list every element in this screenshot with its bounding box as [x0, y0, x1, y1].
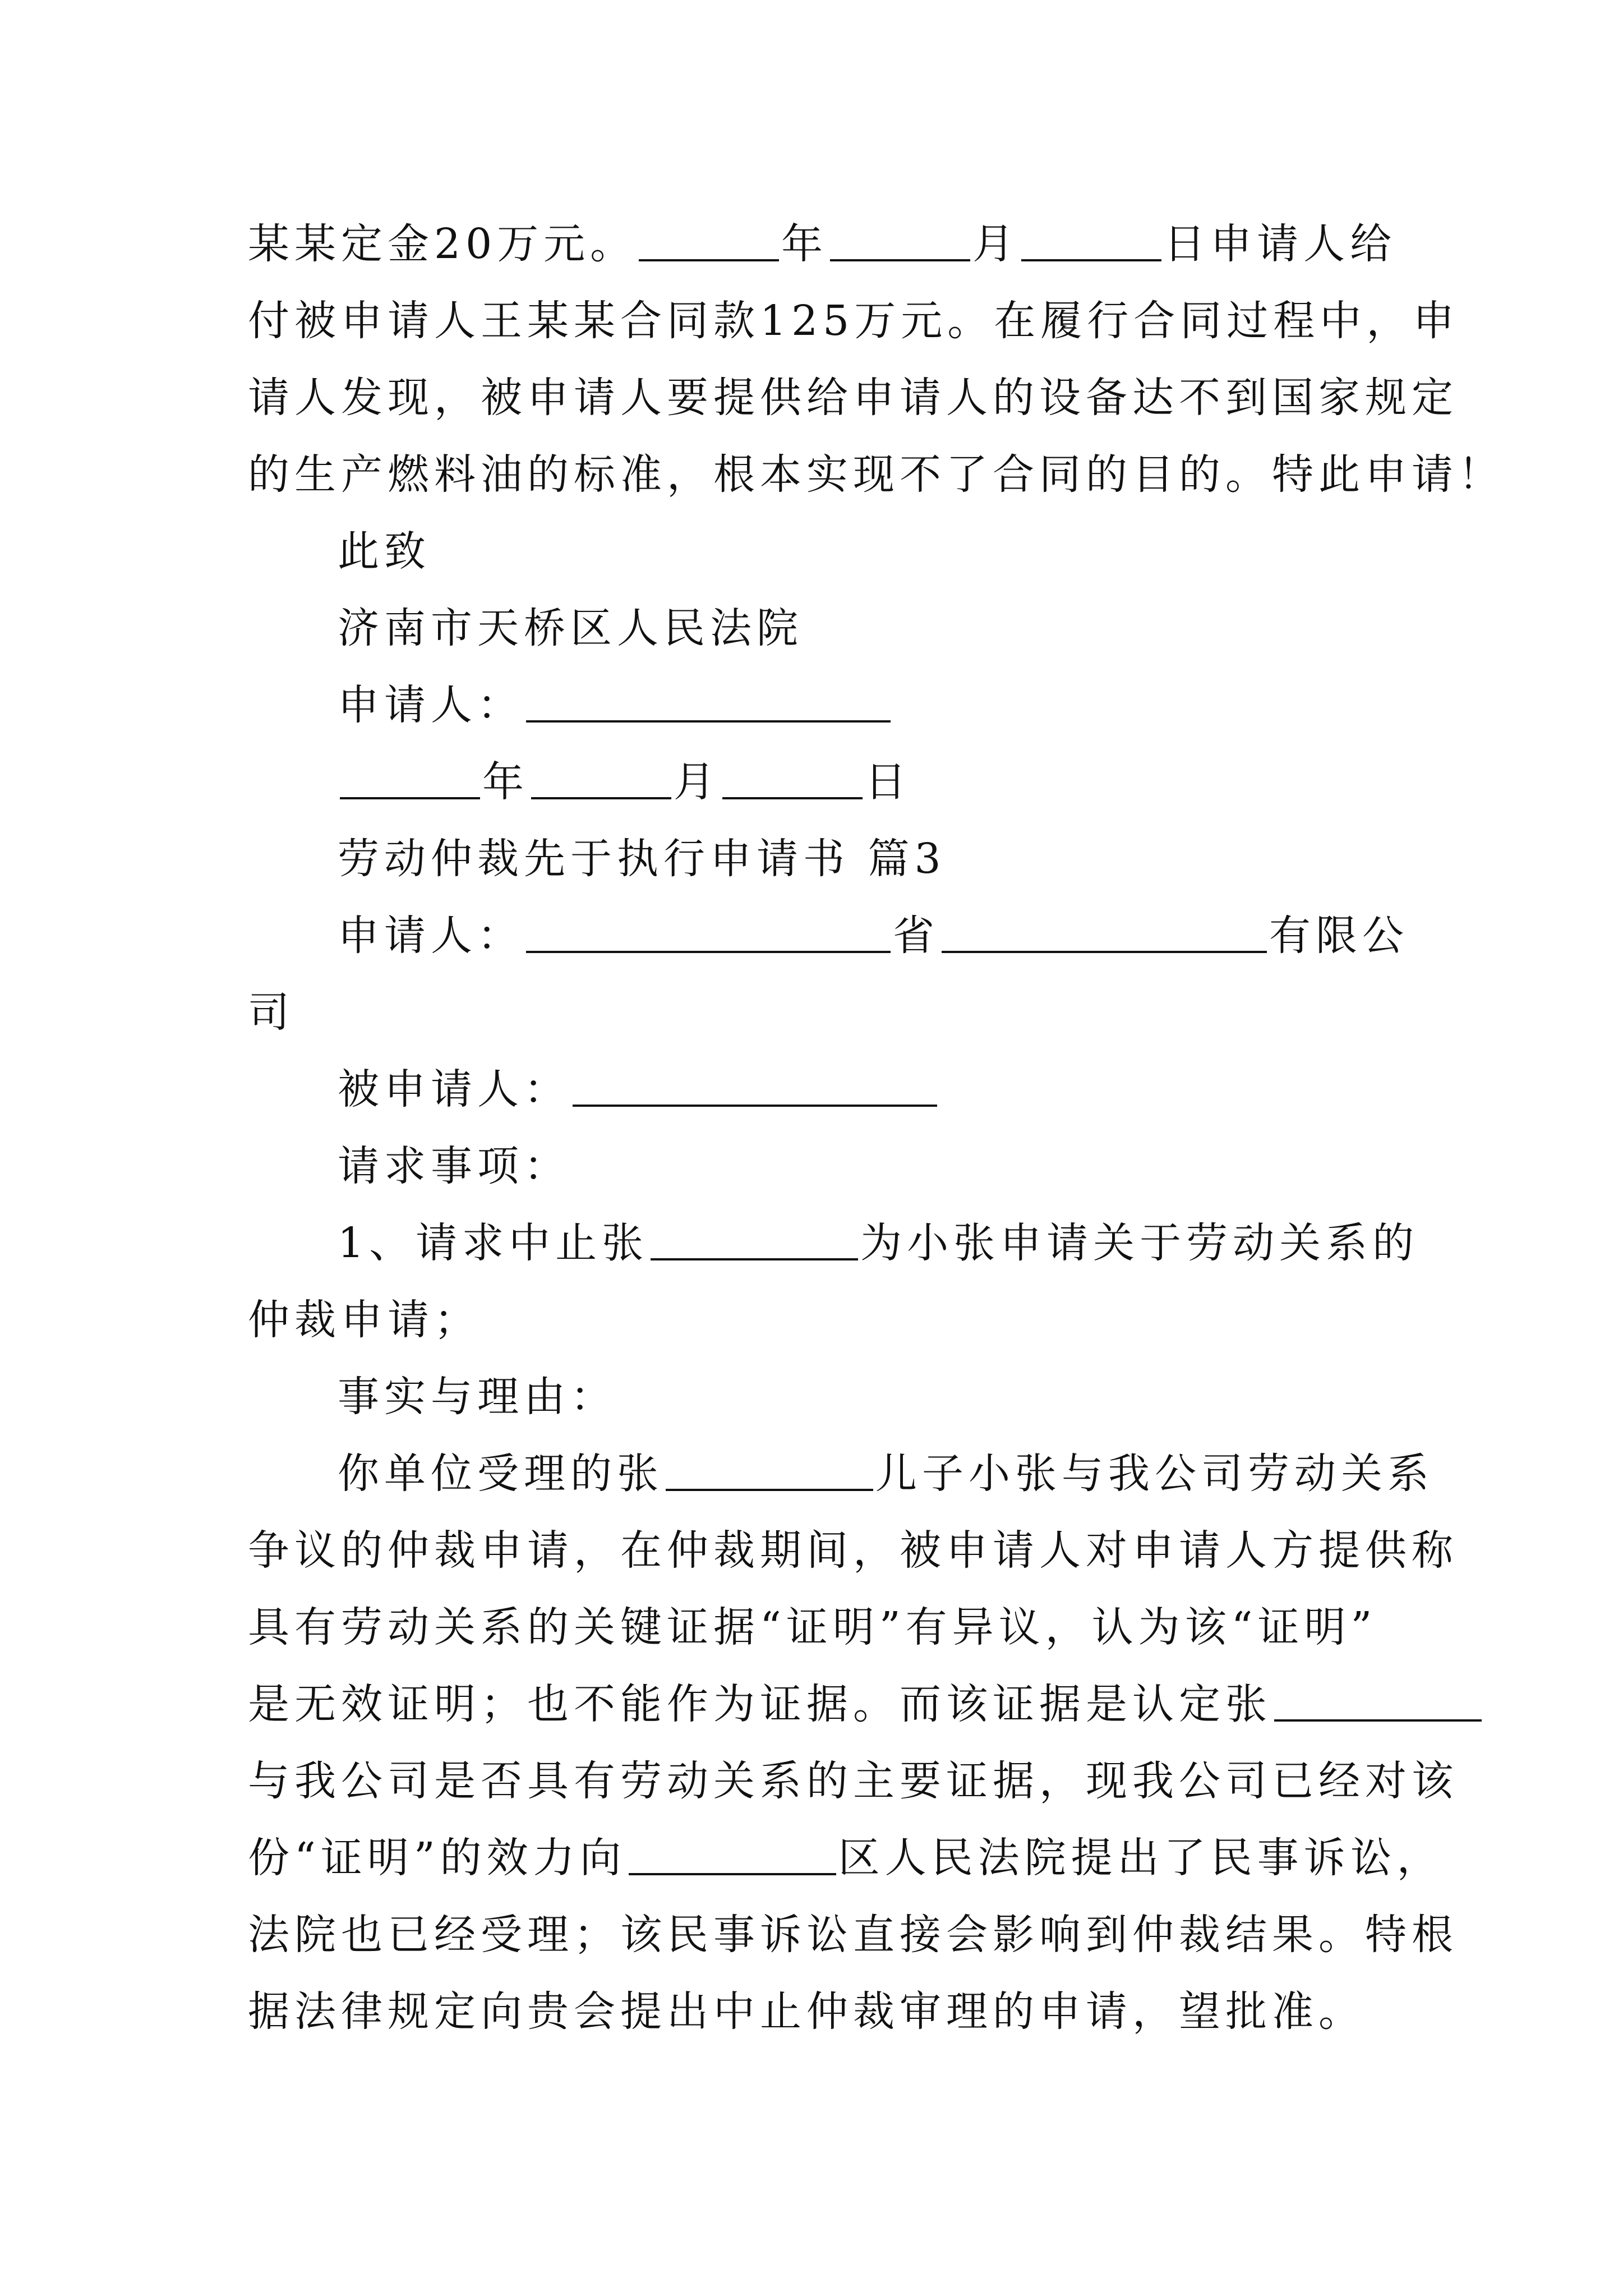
fill-blank [942, 909, 1267, 953]
respondent-line [338, 1061, 1487, 1117]
fill-blank [629, 1832, 836, 1875]
addressee: 济南市天桥区人民法院 [338, 604, 803, 652]
fill-blank [722, 756, 863, 799]
text-line [338, 1446, 1487, 1502]
text-segment: 申请人： [338, 912, 524, 960]
text-line: 据法律规定向贵会提出中止仲裁审理的申请，望批准。 [248, 1987, 1365, 2036]
fill-blank [639, 218, 779, 261]
text-segment: 份“证明”的效力向 [248, 1834, 626, 1882]
applicant-line [338, 908, 1487, 964]
text-segment: 月 [674, 758, 720, 806]
fill-blank [526, 909, 891, 953]
text-segment: 区人民法院提出了民事诉讼， [838, 1834, 1444, 1882]
text-segment: 日申请人给 [1164, 220, 1397, 268]
text-segment: 月 [972, 220, 1020, 268]
text-line: 司 [248, 988, 294, 1037]
text-line [248, 1830, 1444, 1886]
text-segment: 年 [482, 758, 529, 806]
text-segment: 日 [865, 758, 911, 806]
text-segment: 申请人： [338, 681, 524, 729]
fill-blank [1021, 218, 1161, 261]
text-line: 具有劳动关系的关键证据“证明”有异议，认为该“证明” [248, 1603, 1377, 1651]
text-segment: 1、请求中止张 [338, 1219, 649, 1267]
text-line [248, 1676, 1398, 1732]
salutation: 此致 [338, 527, 431, 576]
text-segment: 是无效证明；也不能作为证据。而该证据是认定张 [248, 1680, 1272, 1728]
fill-blank [666, 1447, 873, 1491]
section-heading: 事实与理由： [338, 1373, 617, 1421]
applicant-signature-line [338, 677, 1487, 733]
fill-blank [531, 756, 671, 799]
text-line: 与我公司是否具有劳动关系的主要证据，现我公司已经对该 [248, 1757, 1458, 1805]
text-segment: 被申请人： [338, 1065, 570, 1114]
text-line: 的生产燃料油的标准，根本实现不了合同的目的。特此申请！ [248, 450, 1505, 499]
text-line [338, 1215, 1487, 1271]
text-segment: 儿子小张与我公司劳动关系 [875, 1450, 1434, 1498]
fill-blank [526, 679, 891, 723]
text-segment: 年 [781, 220, 828, 268]
text-segment: 省 [893, 912, 939, 960]
text-segment: 为小张申请关于劳动关系的 [860, 1219, 1419, 1267]
fill-blank [1274, 1678, 1482, 1722]
fill-blank [340, 756, 480, 799]
fill-blank [573, 1063, 937, 1107]
text-segment: 某某定金20万元。 [248, 220, 637, 268]
text-line: 争议的仲裁申请，在仲裁期间，被申请人对申请人方提供称 [248, 1526, 1458, 1575]
text-line: 法院也已经受理；该民事诉讼直接会影响到仲裁结果。特根 [248, 1911, 1458, 1959]
text-line [248, 216, 1398, 272]
text-line: 仲裁申请； [248, 1296, 481, 1344]
text-segment: 你单位受理的张 [338, 1450, 663, 1498]
text-segment: 有限公 [1269, 912, 1409, 960]
date-line [338, 754, 1487, 810]
fill-blank [651, 1217, 858, 1260]
fill-blank [830, 218, 970, 261]
section-heading: 请求事项： [338, 1142, 570, 1190]
text-line: 付被申请人王某某合同款125万元。在履行合同过程中，申 [248, 297, 1460, 345]
text-line: 请人发现，被申请人要提供给申请人的设备达不到国家规定 [248, 374, 1458, 422]
section-heading: 劳动仲裁先于执行申请书 篇3 [338, 835, 946, 883]
